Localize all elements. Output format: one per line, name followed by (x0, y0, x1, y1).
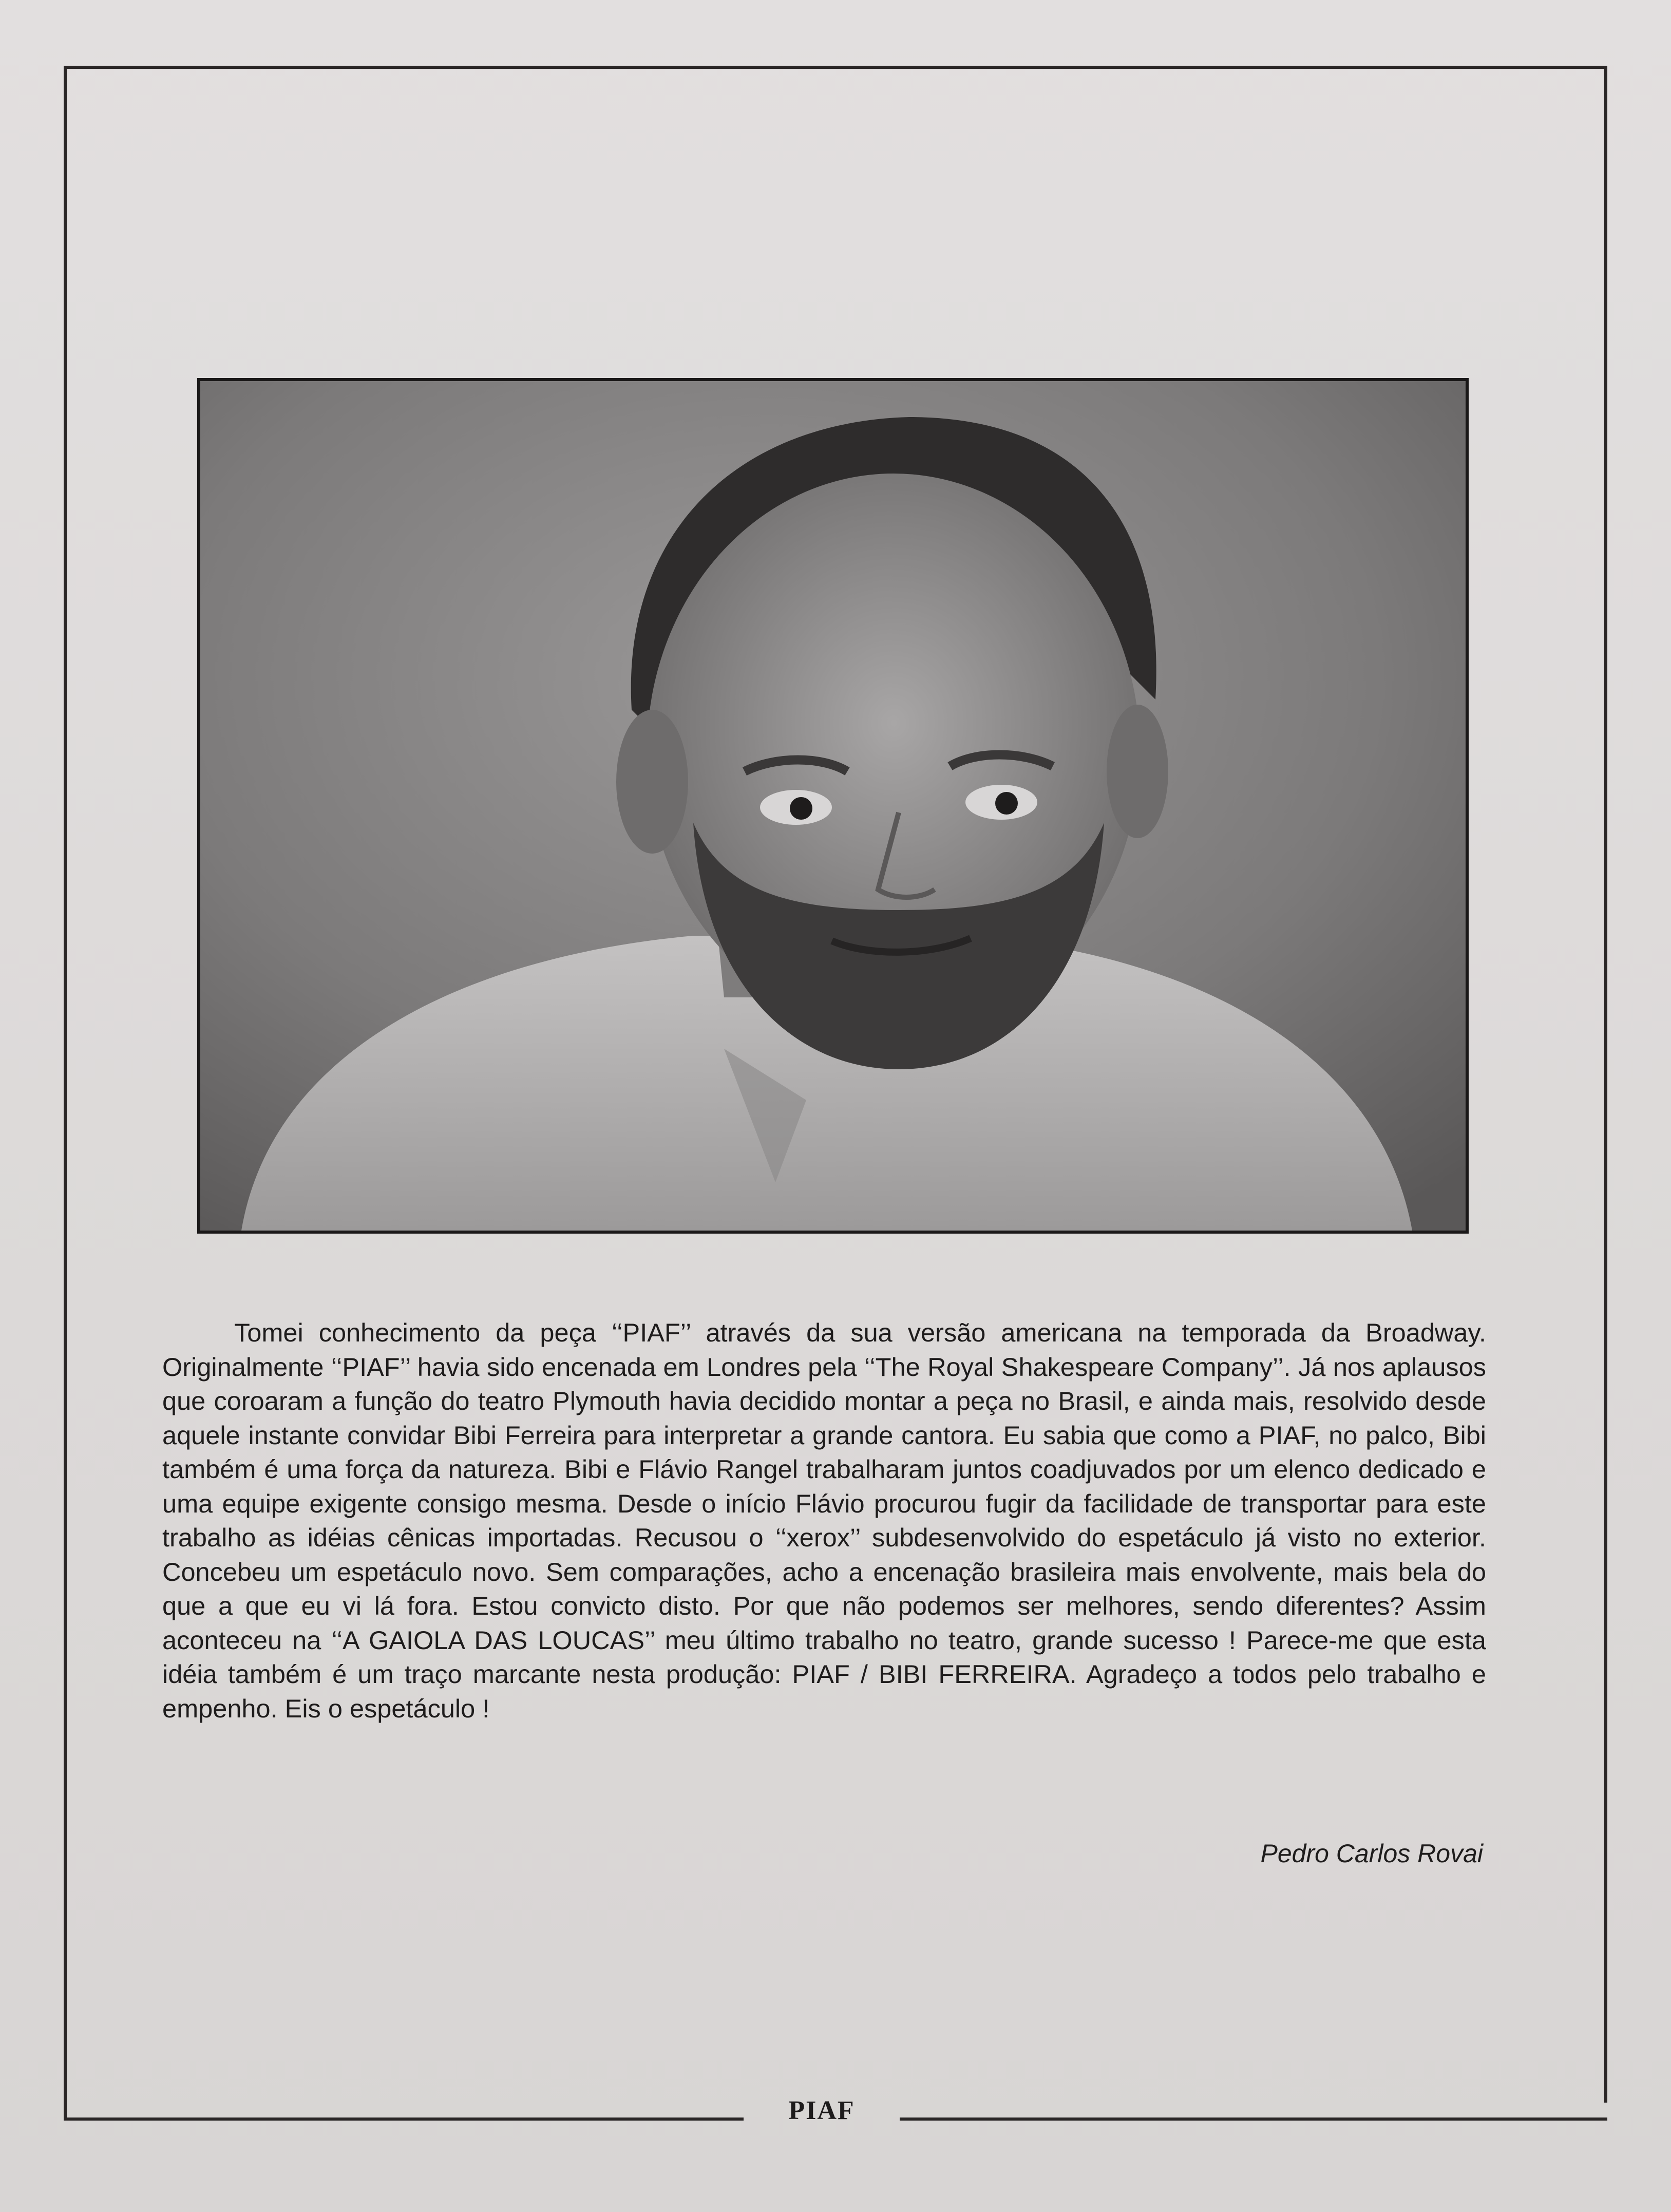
footer-title: PIAF (788, 2096, 855, 2125)
article-body-text: Tomei conhecimento da peça ‘‘PIAF’’ através da sua versão americana na temporada da Broadway. Originalmente ‘‘PIAF’’ havia sido encenada em Londres pela ‘‘The Royal Shakespeare Company’’. Já nos aplausos que coroaram a função do teatro Plymouth havia decidido montar a peça no Brasil, e ainda mais, resolvido desde aquele instante convidar Bibi Ferreira para interpretar a grande cantora. Eu sabia que como a PIAF, no palco, Bibi também é uma força da natureza. Bibi e Flávio Rangel trabalharam juntos coadjuvados por um elenco dedicado e uma equipe exigente consigo mesma. Desde o início Flávio procurou fugir da facilidade de transportar para este trabalho as idéias cênicas importadas. Recusou o ‘‘xerox’’ subdesenvolvido do espetáculo já visto no exterior. Concebeu um espetáculo novo. Sem comparações, acho a encenação brasileira mais envolvente, mais bela do que a que eu vi lá fora. Estou convicto disto. Por que não podemos ser melhores, sendo diferentes? Assim aconteceu na ‘‘A GAIOLA DAS LOUCAS’’ meu último trabalho no teatro, grande sucesso ! Parece-me que esta idéia também é um traço marcante nesta produção: PIAF / BIBI FERREIRA. Agradeço a todos pelo trabalho e empenho. Eis o espetáculo ! (162, 1318, 1486, 1723)
frame-border-bottom-left (64, 2118, 744, 2121)
frame-border-right (1604, 66, 1607, 2103)
frame-border-top (64, 66, 1607, 69)
portrait-illustration (200, 381, 1466, 1231)
frame-border-bottom-right (900, 2118, 1607, 2121)
frame-border-left (64, 66, 67, 2120)
author-signature: Pedro Carlos Rovai (1260, 1839, 1483, 1868)
portrait-photo (197, 378, 1469, 1234)
